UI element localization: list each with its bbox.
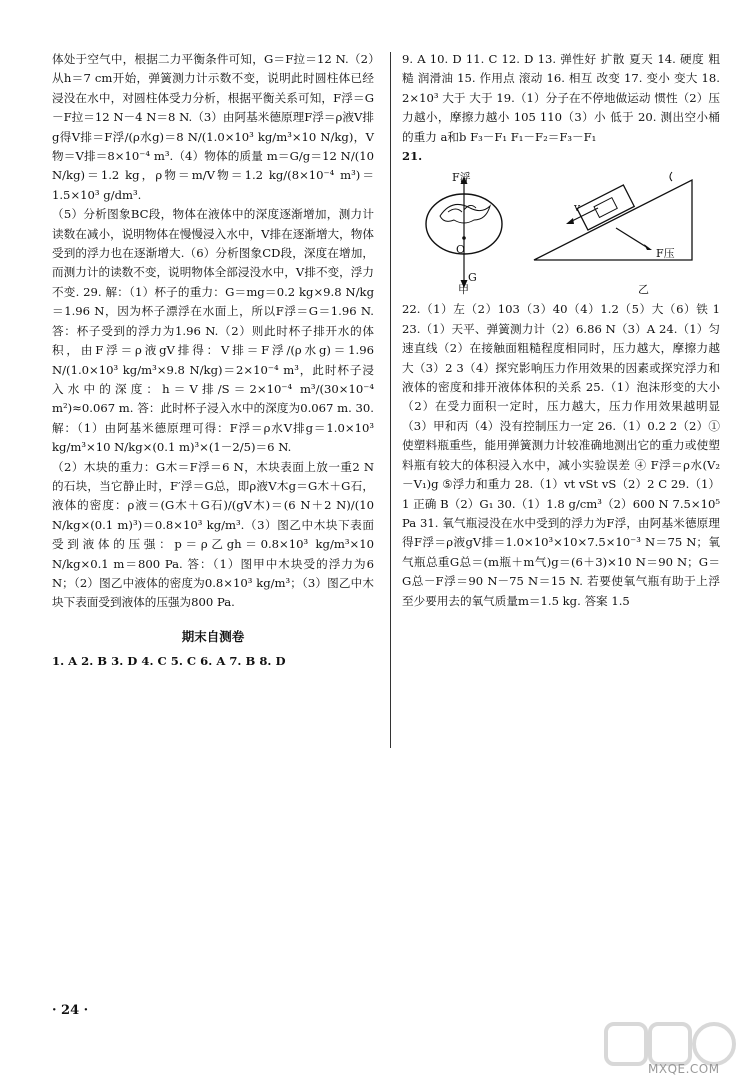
label-f-float: F浮: [452, 171, 471, 185]
column-divider: [390, 52, 391, 748]
label-f-press: F压: [656, 247, 675, 261]
left-paragraph-3: （2）木块的重力：G木＝F浮＝6 N，木块表面上放一重2 N的石块，当它静止时，F′浮＝G总，即ρ液V木g＝G木＋G石，液体的密度：ρ液＝(G木＋G石)/(gV木)＝(6 N＋2 N)/(10 N/kg×(0.1 m)³)＝0.8×10³ kg/m³.（3）图乙中木块下表面受到液体的压强：p＝ρ乙gh＝0.8×10³ kg/m³×10 N/kg×0.1 m＝800 Pa. 答：（1）图甲中木块受的浮力为6 N；（2）图乙中液体的密度为0.8×10³ kg/m³；（3）图乙中木块下表面受到液体的压强为800 Pa.: [52, 459, 374, 610]
right-column: [402, 50, 720, 611]
left-column: [52, 50, 374, 672]
label-g: G: [468, 271, 477, 285]
right-paragraph-top: 9. A 10. D 11. C 12. D 13. 弹性好 扩散 夏天 14. 硬度 粗糙 润滑油 15. 作用点 滚动 16. 相互 改变 17. 变小 变大 18. 2×10³ 大于 大于 19.（1）分子在不停地做运动 惯性（2）压力越小，摩擦力越小 105 110（3）小 低于 20. 测出空小桶的重力 a和b F₃－F₁ F₁－F₂＝F₃－F₁: [402, 52, 720, 144]
page-number: · 24 ·: [52, 1003, 89, 1018]
label-jia: 甲: [458, 283, 469, 297]
left-paragraph-1: 体处于空气中，根据二力平衡条件可知，G＝F拉＝12 N.（2）从h＝7 cm开始，弹簧测力计示数不变，说明此时圆柱体已经浸没在水中，对圆柱体受力分析，根据平衡关系可知，F浮＝G－F拉＝12 N－4 N＝8 N.（3）由阿基米德原理F浮＝ρ液V排g得V排＝F浮/(ρ水g)＝8 N/(1.0×10³ kg/m³×10 N/kg)，V物＝V排＝8×10⁻⁴ m³.（4）物体的质量 m＝G/g＝12 N/(10 N/kg)＝1.2 kg，ρ物＝m/V物＝1.2 kg/(8×10⁻⁴ m³)＝1.5×10³ g/dm³.: [52, 52, 374, 202]
figure-21-drawing: [402, 168, 720, 296]
watermark-url: MXQE.COM: [648, 1062, 720, 1076]
section-title: 期末自测卷: [181, 628, 245, 644]
figure-number: 21.: [402, 149, 423, 164]
label-o: O: [456, 243, 466, 257]
label-yi: 乙: [638, 283, 649, 297]
right-paragraph-bottom: 22.（1）左（2）103（3）40（4）1.2（5）大（6）铁 1 23.（1）天平、弹簧测力计（2）6.86 N（3）A 24.（1）匀速直线（2）在接触面粗糙程度相同时，压力越大，摩擦力越大（3）2 3（4）探究影响压力作用效果的因素或探究浮力和液体的密度和排开液体体积的关系 25.（1）泡沫形变的大小（2）在受力面积一定时，压力越大，压力作用效果越明显（3）甲和丙（4）没有控制压力一定 26.（1）0.2 2（2）①使塑料瓶重些，能用弹簧测力计较准确地测出它的重力或使塑料瓶有较大的体积浸入水中，减小实验误差 ④ F浮＝ρ水(V₂－V₁)g ⑤浮力和重力 28.（1）vt vSt vS（2）2 C 29.（1）1 正确 B（2）G₁ 30.（1）1.8 g/cm³（2）600 N 7.5×10⁵ Pa 31. 氧气瓶浸没在水中受到的浮力为F浮，由阿基米德原理得F浮＝ρ液gV排＝1.0×10³×10×7.5×10⁻³ N＝75 N；氧气瓶总重G总＝(m瓶＋m气)g＝(6＋3)×10 N＝90 N；G＝G总－F浮＝90 N－75 N＝15 N. 若要使氧气瓶有助于上浮至少要用去的氧气质量m＝1.5 kg. 答案 1.5: [402, 302, 720, 608]
left-paragraph-2: （5）分析图象BC段，物体在液体中的深度逐渐增加，测力计读数在减小，说明物体在慢慢浸入水中，V排在逐渐增大，物体受到的浮力也在逐渐增大.（6）分析图象CD段，深度在增加，而测力计的读数不变，说明物体全部浸没水中，V排不变，浮力不变. 29. 解：（1）杯子的重力：G＝mg＝0.2 kg×9.8 N/kg＝1.96 N，因为杯子漂浮在水面上，所以F浮＝G＝1.96 N. 答：杯子受到的浮力为1.96 N.（2）则此时杯子排开水的体积，由F浮＝ρ液gV排得：V排＝F浮/(ρ水g)＝1.96 N/(1.0×10³ kg/m³×9.8 N/kg)＝2×10⁻⁴ m³，此时杯子浸入水中的深度：h＝V排/S＝2×10⁻⁴ m³/(30×10⁻⁴ m²)≈0.067 m. 答：此时杯子浸入水中的深度为0.067 m. 30. 解：（1）由阿基米德原理可得：F浮＝ρ水V排g＝1.0×10³ kg/m³×10 N/kg×(0.1 m)³×(1－2/5)＝6 N.: [52, 207, 374, 455]
label-v: v: [574, 201, 581, 215]
figure-21: [402, 168, 720, 296]
answers-line: 1. A 2. B 3. D 4. C 5. C 6. A 7. B 8. D: [52, 654, 286, 669]
